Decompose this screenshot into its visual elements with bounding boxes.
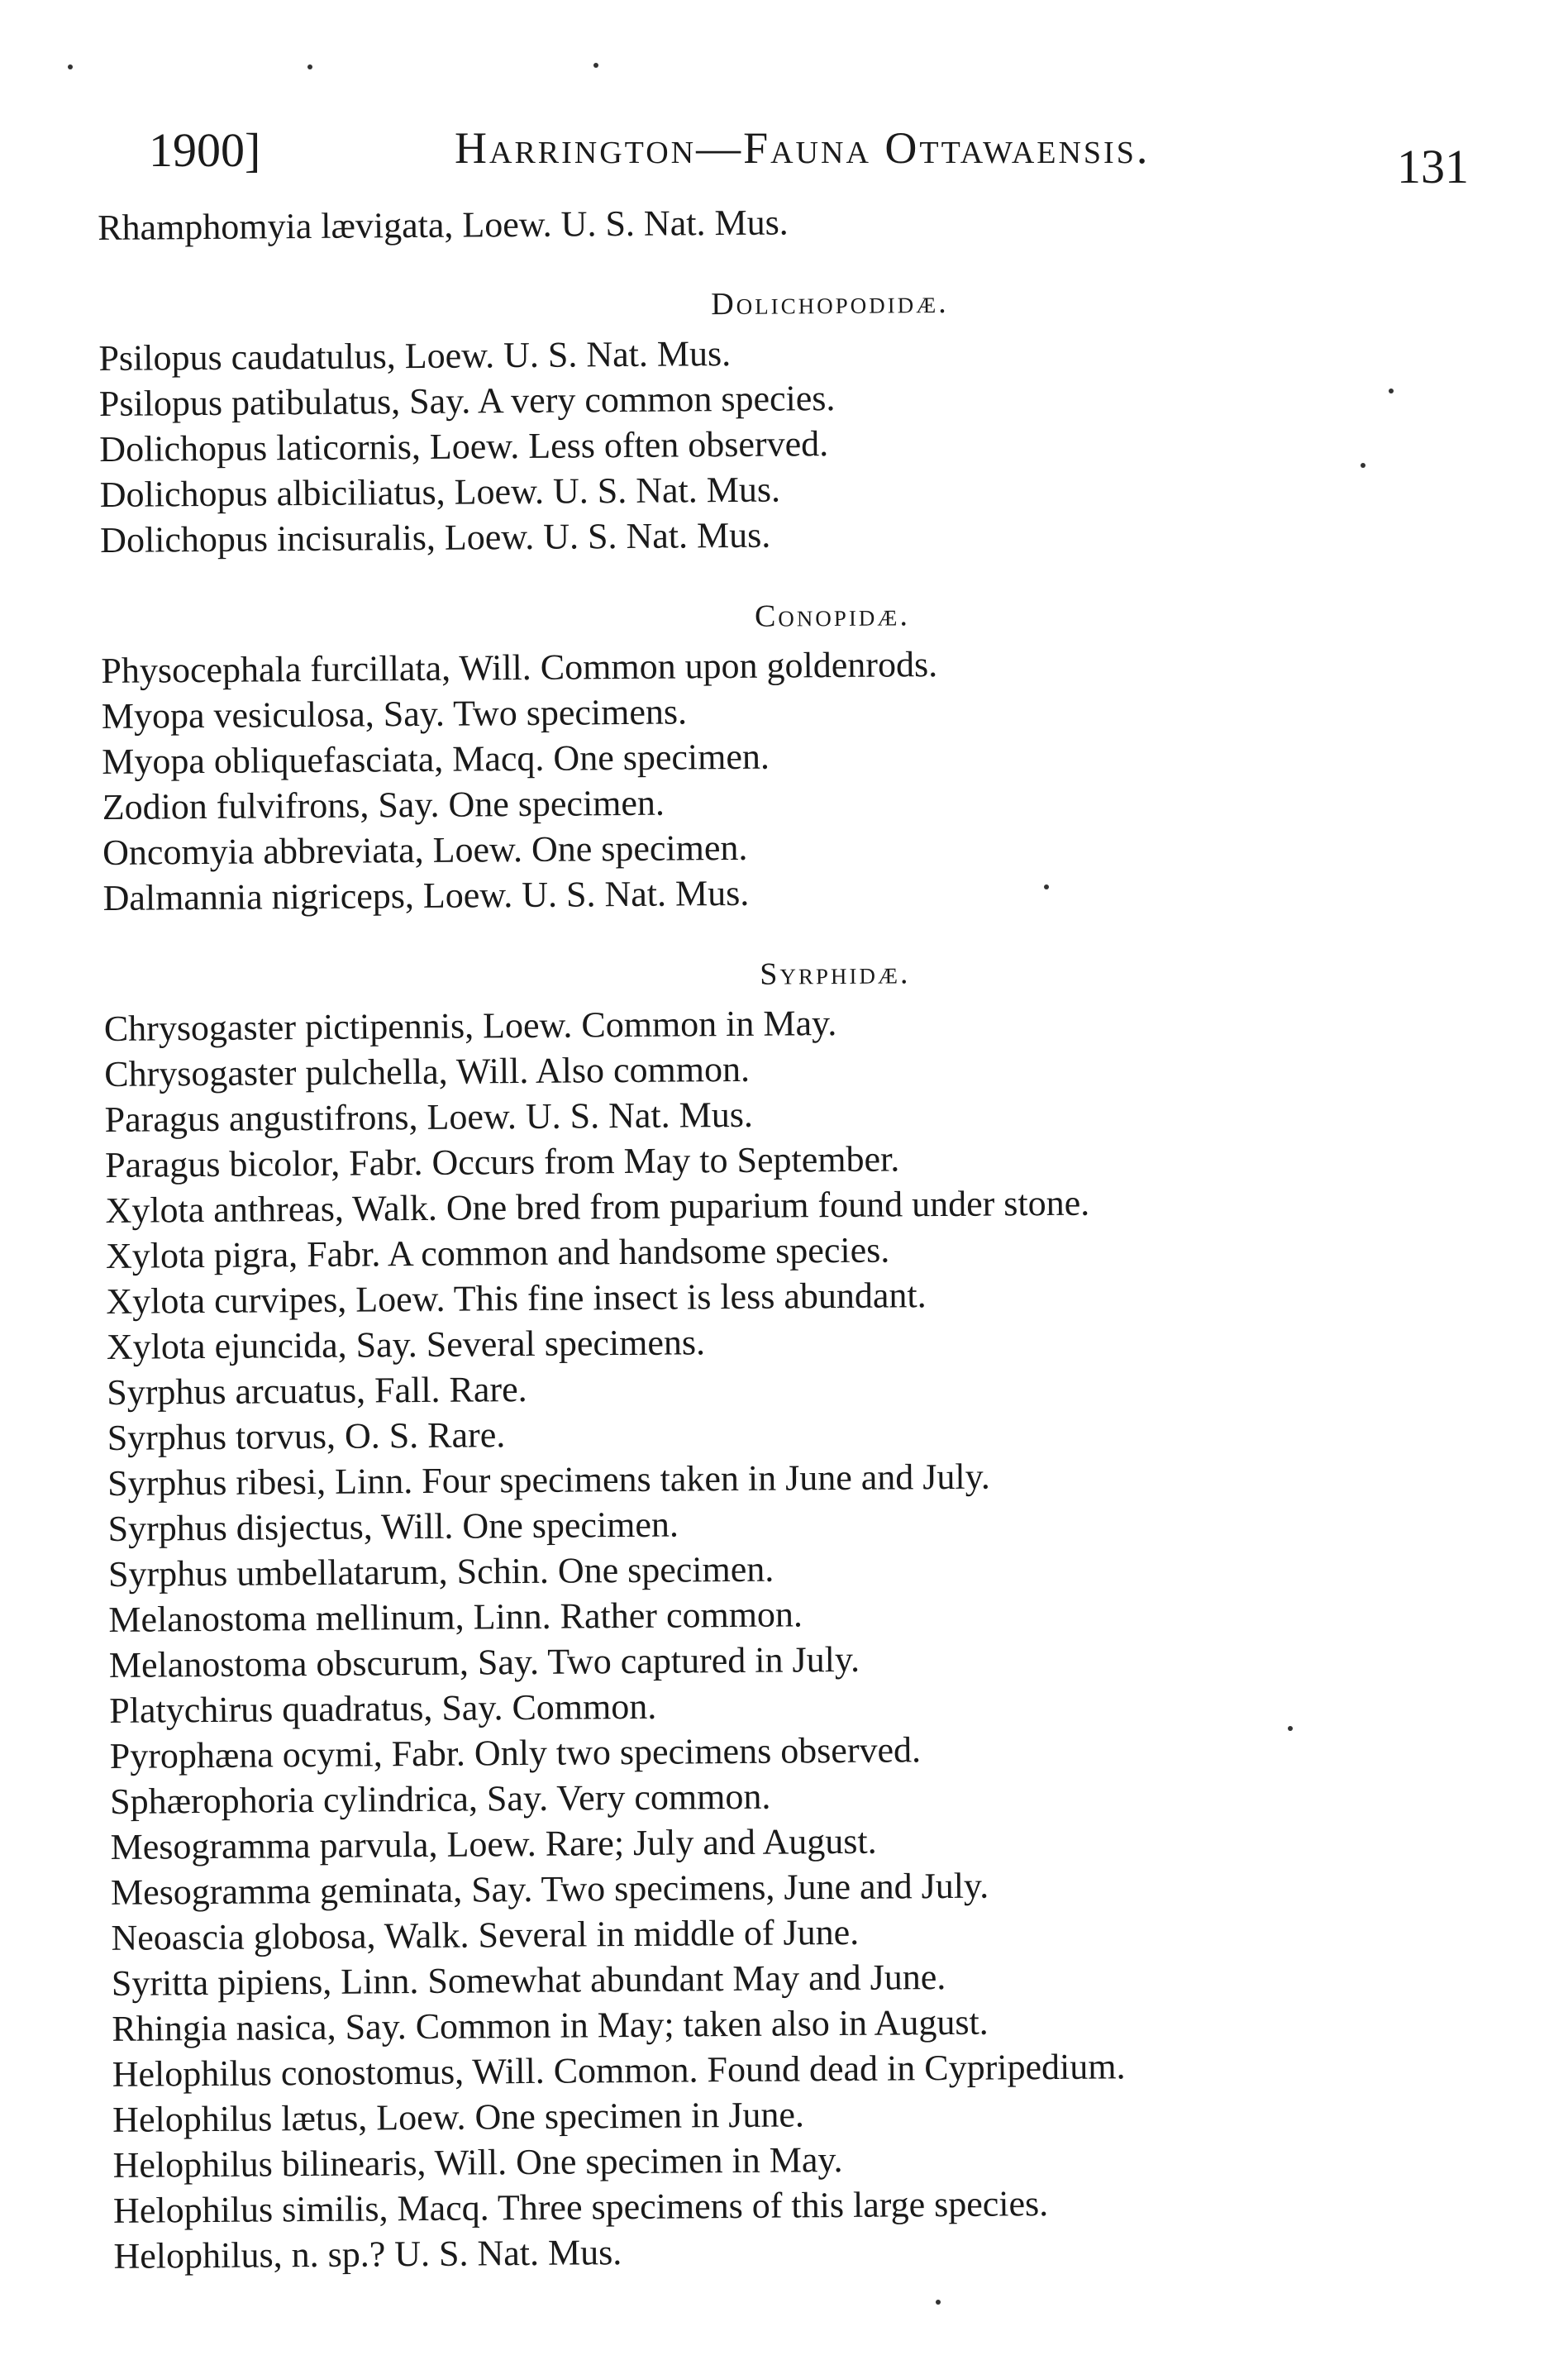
species-entry: Helophilus bilinearis, Will. One specimen in May. bbox=[112, 2138, 843, 2186]
scan-speck bbox=[307, 64, 312, 69]
species-entry: Platychirus quadratus, Say. Common. bbox=[109, 1685, 657, 1731]
species-entry: Pyrophæna ocymi, Fabr. Only two specimens observed. bbox=[109, 1729, 922, 1776]
species-entry: Syrphus umbellatarum, Schin. One specimen. bbox=[107, 1548, 774, 1595]
species-entry: Chrysogaster pulchella, Will. Also common. bbox=[104, 1048, 751, 1094]
header-year: 1900] bbox=[149, 123, 261, 177]
species-entry: Oncomyia abbreviata, Loew. One specimen. bbox=[102, 827, 748, 873]
species-entry: Myopa obliquefasciata, Macq. One specimen. bbox=[102, 736, 770, 782]
species-entry: Paragus bicolor, Fabr. Occurs from May to September. bbox=[104, 1138, 900, 1185]
species-entry: Dalmannia nigriceps, Loew. U. S. Nat. Mus. bbox=[102, 872, 750, 918]
header-title: Harrington—Fauna Ottawaensis. bbox=[455, 123, 1151, 173]
species-entry: Syrphus ribesi, Linn. Four specimens taken in June and July. bbox=[107, 1456, 990, 1504]
scan-speck bbox=[1361, 463, 1365, 468]
species-entry: Paragus angustifrons, Loew. U. S. Nat. Mus. bbox=[104, 1094, 754, 1140]
species-entry: Helophilus conostomus, Will. Common. Found dead in Cypripedium. bbox=[112, 2046, 1126, 2095]
running-header bbox=[149, 114, 1471, 193]
species-entry: Xylota ejuncida, Say. Several specimens. bbox=[106, 1322, 706, 1367]
species-entry: Melanostoma obscurum, Say. Two captured in July. bbox=[108, 1638, 860, 1685]
species-entry: Melanostoma mellinum, Linn. Rather common. bbox=[108, 1594, 803, 1640]
species-entry: Helophilus, n. sp.? U. S. Nat. Mus. bbox=[113, 2232, 622, 2277]
species-entry: Helophilus lætus, Loew. One specimen in June. bbox=[112, 2094, 805, 2140]
family-heading: Conopidæ. bbox=[754, 598, 911, 634]
species-entry: Psilopus caudatulus, Loew. U. S. Nat. Mus. bbox=[98, 332, 732, 379]
species-entry: Syrphus arcuatus, Fall. Rare. bbox=[107, 1368, 527, 1413]
species-entry: Xylota curvipes, Loew. This fine insect is less abundant. bbox=[106, 1275, 927, 1322]
species-entry: Helophilus similis, Macq. Three specimens of this large species. bbox=[112, 2183, 1049, 2231]
scan-speck bbox=[936, 2300, 941, 2305]
species-entry: Syrphus disjectus, Will. One specimen. bbox=[107, 1504, 679, 1549]
species-entry: Sphærophoria cylindrica, Say. Very common. bbox=[109, 1776, 771, 1822]
family-heading: Syrphidæ. bbox=[760, 956, 911, 992]
species-entry: Mesogramma parvula, Loew. Rare; July and August. bbox=[110, 1820, 877, 1867]
scan-speck bbox=[68, 64, 73, 69]
scan-speck bbox=[1044, 884, 1049, 889]
species-entry: Rhingia nasica, Say. Common in May; taken also in August. bbox=[112, 2001, 989, 2049]
species-entry: Rhamphomyia lævigata, Loew. U. S. Nat. Mus. bbox=[98, 202, 789, 248]
species-list bbox=[98, 194, 1519, 2279]
species-entry: Xylota pigra, Fabr. A common and handsome species. bbox=[105, 1229, 890, 1276]
species-entry: Syrphus torvus, O. S. Rare. bbox=[107, 1414, 506, 1458]
species-entry: Syritta pipiens, Linn. Somewhat abundant May and June. bbox=[111, 1957, 946, 2004]
family-heading: Dolichopodidæ. bbox=[711, 284, 949, 322]
scan-speck bbox=[593, 63, 598, 68]
species-entry: Xylota anthreas, Walk. One bred from puparium found under stone. bbox=[105, 1182, 1090, 1231]
scan-speck bbox=[1389, 389, 1394, 393]
species-entry: Dolichopus albiciliatus, Loew. U. S. Nat. Mus. bbox=[99, 469, 781, 515]
species-entry: Chrysogaster pictipennis, Loew. Common in May. bbox=[103, 1003, 837, 1049]
species-entry: Mesogramma geminata, Say. Two specimens, June and July. bbox=[110, 1865, 989, 1913]
species-entry: Dolichopus incisuralis, Loew. U. S. Nat. Mus. bbox=[99, 514, 771, 560]
scan-speck bbox=[1288, 1726, 1293, 1731]
species-entry: Neoascia globosa, Walk. Several in middle of June. bbox=[111, 1911, 860, 1958]
species-entry: Zodion fulvifrons, Say. One specimen. bbox=[102, 782, 665, 827]
species-entry: Psilopus patibulatus, Say. A very common species. bbox=[98, 377, 836, 424]
page-number: 131 bbox=[1397, 140, 1469, 193]
species-entry: Myopa vesiculosa, Say. Two specimens. bbox=[101, 691, 688, 737]
species-entry: Dolichopus laticornis, Loew. Less often observed. bbox=[99, 423, 829, 470]
species-entry: Physocephala furcillata, Will. Common upon goldenrods. bbox=[101, 644, 938, 691]
